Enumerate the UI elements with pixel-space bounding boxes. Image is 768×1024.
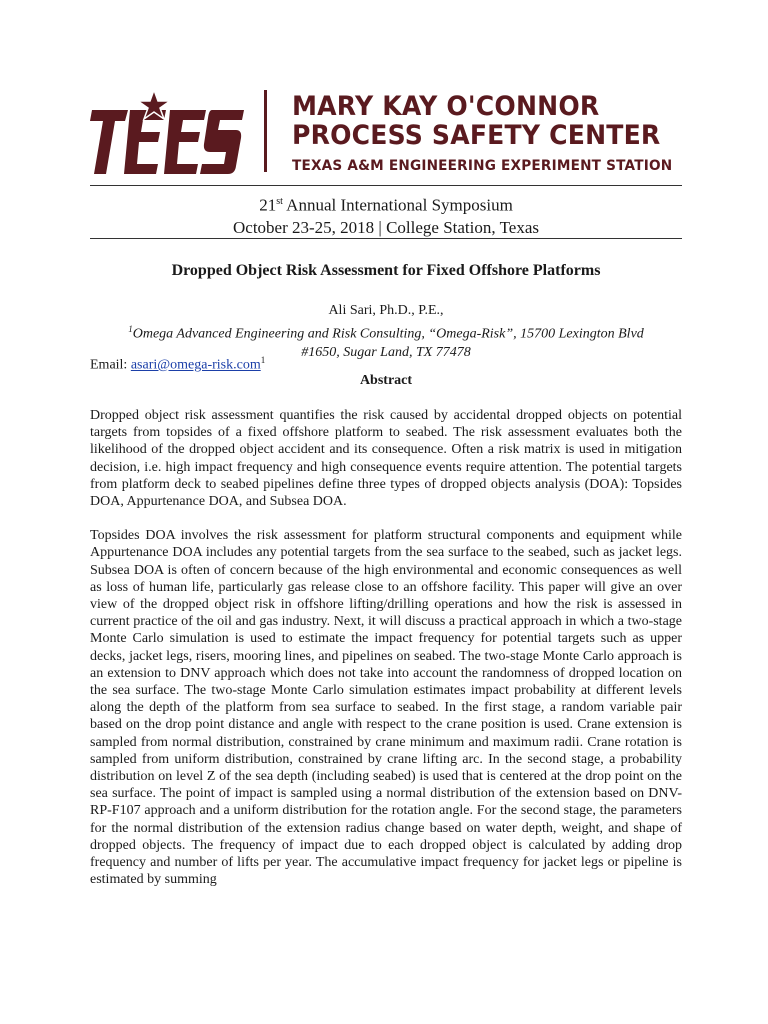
affiliation-line2: #1650, Sugar Land, TX 77478 [301,344,471,360]
email-line [90,355,265,374]
tees-logo [88,88,248,180]
page-header [88,88,688,188]
symposium-line1 [90,191,682,217]
center-name [292,92,692,177]
affiliation [90,320,682,344]
email-label: Email: [90,357,131,373]
header-rule-top [90,185,682,186]
header-divider [264,90,267,172]
abstract-paragraph-2: Topsides DOA involves the risk assessment for platform structural components and equipment while Appurtenance DOA includes any potential targets from the sea surface to the seabed, such as jacket legs. Subsea DOA is often of concern because of the high environmental and economic consequences as well as loss of human life, particularly gas release close to an offshore facility. This paper will give an over view of the dropped object risk in offshore lifting/drilling operations and how the risk is assessed in current practice of the oil and gas industry. Next, it will discuss a practical approach in which a two-stage Monte Carlo simulation is used to estimate the impact frequency for potential targets such as upper decks, jacket legs, risers, mooring lines, and pipelines on seabed. The two-stage Monte Carlo approach is an extension to DNV approach which does not take into account the randomness of dropped location on the sea surface. The two-stage Monte Carlo simulation estimates impact probability at different levels along the depth of the platform from sea surface to seabed. In the first stage, a random variable pair based on the drop point distance and angle with respect to the crane position is used. Crane extension is sampled from normal distribution, constrained by crane minimum and maximum radii. Crane rotation is sampled from uniform distribution, constrained by crane lifting arc. In the second stage, a probability distribution on level Z of the sea depth (including seabed) is used that is centered at the drop point on the sea surface. The point of impact is sampled using a normal distribution of the extension based on DNV-RP-F107 approach and a uniform distribution for the rotation angle. For the second stage, the parameters for the normal distribution of the extension radius change based on water depth, weight, and shape of dropped objects. The frequency of impact due to each dropped object is calculated by adding drop frequency and number of lifts per year. The accumulative impact frequency for jacket legs or pipeline is estimated by summing [90,528,682,888]
symposium-name: Annual International Symposium [282,195,513,215]
paper-title: Dropped Object Risk Assessment for Fixed Offshore Platforms [171,262,601,279]
logo-text: TEES [88,88,91,89]
header-rule-bottom [90,238,682,239]
symposium-ordinal: 21 [259,195,277,215]
email-link[interactable]: asari@omega-risk.com [130,357,261,373]
symposium-line2: October 23-25, 2018 | College Station, Texas [233,217,539,237]
affiliation-mark: 1 [128,324,133,334]
center-name-line3: TEXAS A&M ENGINEERING EXPERIMENT STATION [292,158,673,174]
center-name-line2: PROCESS SAFETY CENTER [292,120,661,151]
symposium-info [90,191,682,239]
abstract-heading: Abstract [359,373,413,388]
symposium-ordinal-suffix: st [276,196,283,207]
center-name-line1: MARY KAY O'CONNOR [292,91,600,122]
affiliation-line1: Omega Advanced Engineering and Risk Consulting, “Omega-Risk”, 15700 Lexington Blvd [132,326,644,342]
author-name: Ali Sari, Ph.D., P.E., [328,303,444,318]
abstract-paragraph-1: Dropped object risk assessment quantifies the risk caused by accidental dropped objects on potential targets from topsides of a fixed offshore platform to seabed. The risk assessment evaluates both the likelihood of the dropped object accident and its consequence. Often a risk matrix is used in mitigation decision, i.e. high impact frequency and high consequence events require attention. The potential targets from platform deck to seabed pipelines define three types of dropped objects analysis (DOA): Topsides DOA, Appurtenance DOA, and Subsea DOA. [90,408,682,510]
email-mark: 1 [260,355,266,365]
author-block [90,302,682,362]
abstract-body [90,407,682,888]
